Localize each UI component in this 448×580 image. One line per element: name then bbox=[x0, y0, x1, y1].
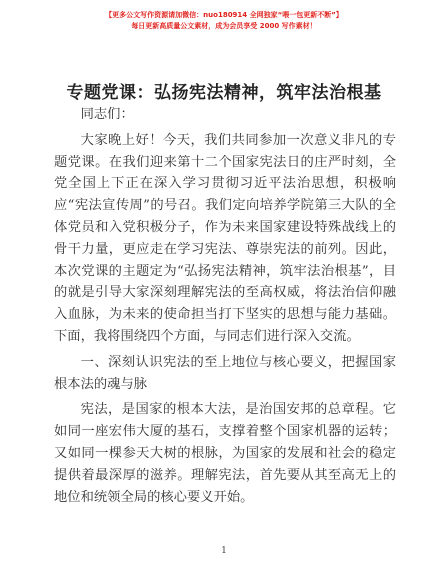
promo-banner-line-2: 每日更新高质量公文素材，成为会员享受 2000 写作素材！ bbox=[131, 22, 317, 30]
section-heading-1: 一、深刻认识宪法的至上地位与核心要义，把握国家根本法的魂与脉 bbox=[54, 354, 396, 392]
document-title: 专题党课：弘扬宪法精神，筑牢法治根基 bbox=[66, 83, 382, 103]
promo-banner-line-1: 【更多公文写作资源请加微信：nuo180914 全网独家“喂一包更新不断”】 bbox=[105, 11, 343, 19]
greeting: 同志们： bbox=[80, 107, 134, 122]
paragraph-intro: 大家晚上好！今天，我们共同参加一次意义非凡的专题党课。在我们迎来第十二个国家宪法日的庄严时刻，全党全国上下正在深入学习贯彻习近平法治思想，积极响应“宪法宣传周”的号召。我们定向培养学院第三大队的全体党员和入党积极分子，作为未来国家建设特殊战线上的骨干力量，更应走在学习宪法、尊崇宪法的前列。因此，本次党课的主题定为“弘扬宪法精神，筑牢法治根基”，目的就是引导大家深刻理解宪法的至高权威，将法治信仰融入血脉，为未来的使命担当打下坚实的思想与能力基础。下面，我将围绕四个方面，与同志们进行深入交流。 bbox=[54, 132, 396, 344]
page-number: 1 bbox=[221, 546, 227, 556]
paragraph-section-1: 宪法，是国家的根本大法，是治国安邦的总章程。它如同一座宏伟大厦的基石，支撑着整个国家机器的运转；又如同一棵参天大树的根脉，为国家的发展和社会的稳定提供着最深厚的滋养。理解宪法，首先要从其至高无上的地位和统领全局的核心要义开始。 bbox=[54, 402, 396, 505]
document-body bbox=[54, 104, 396, 512]
